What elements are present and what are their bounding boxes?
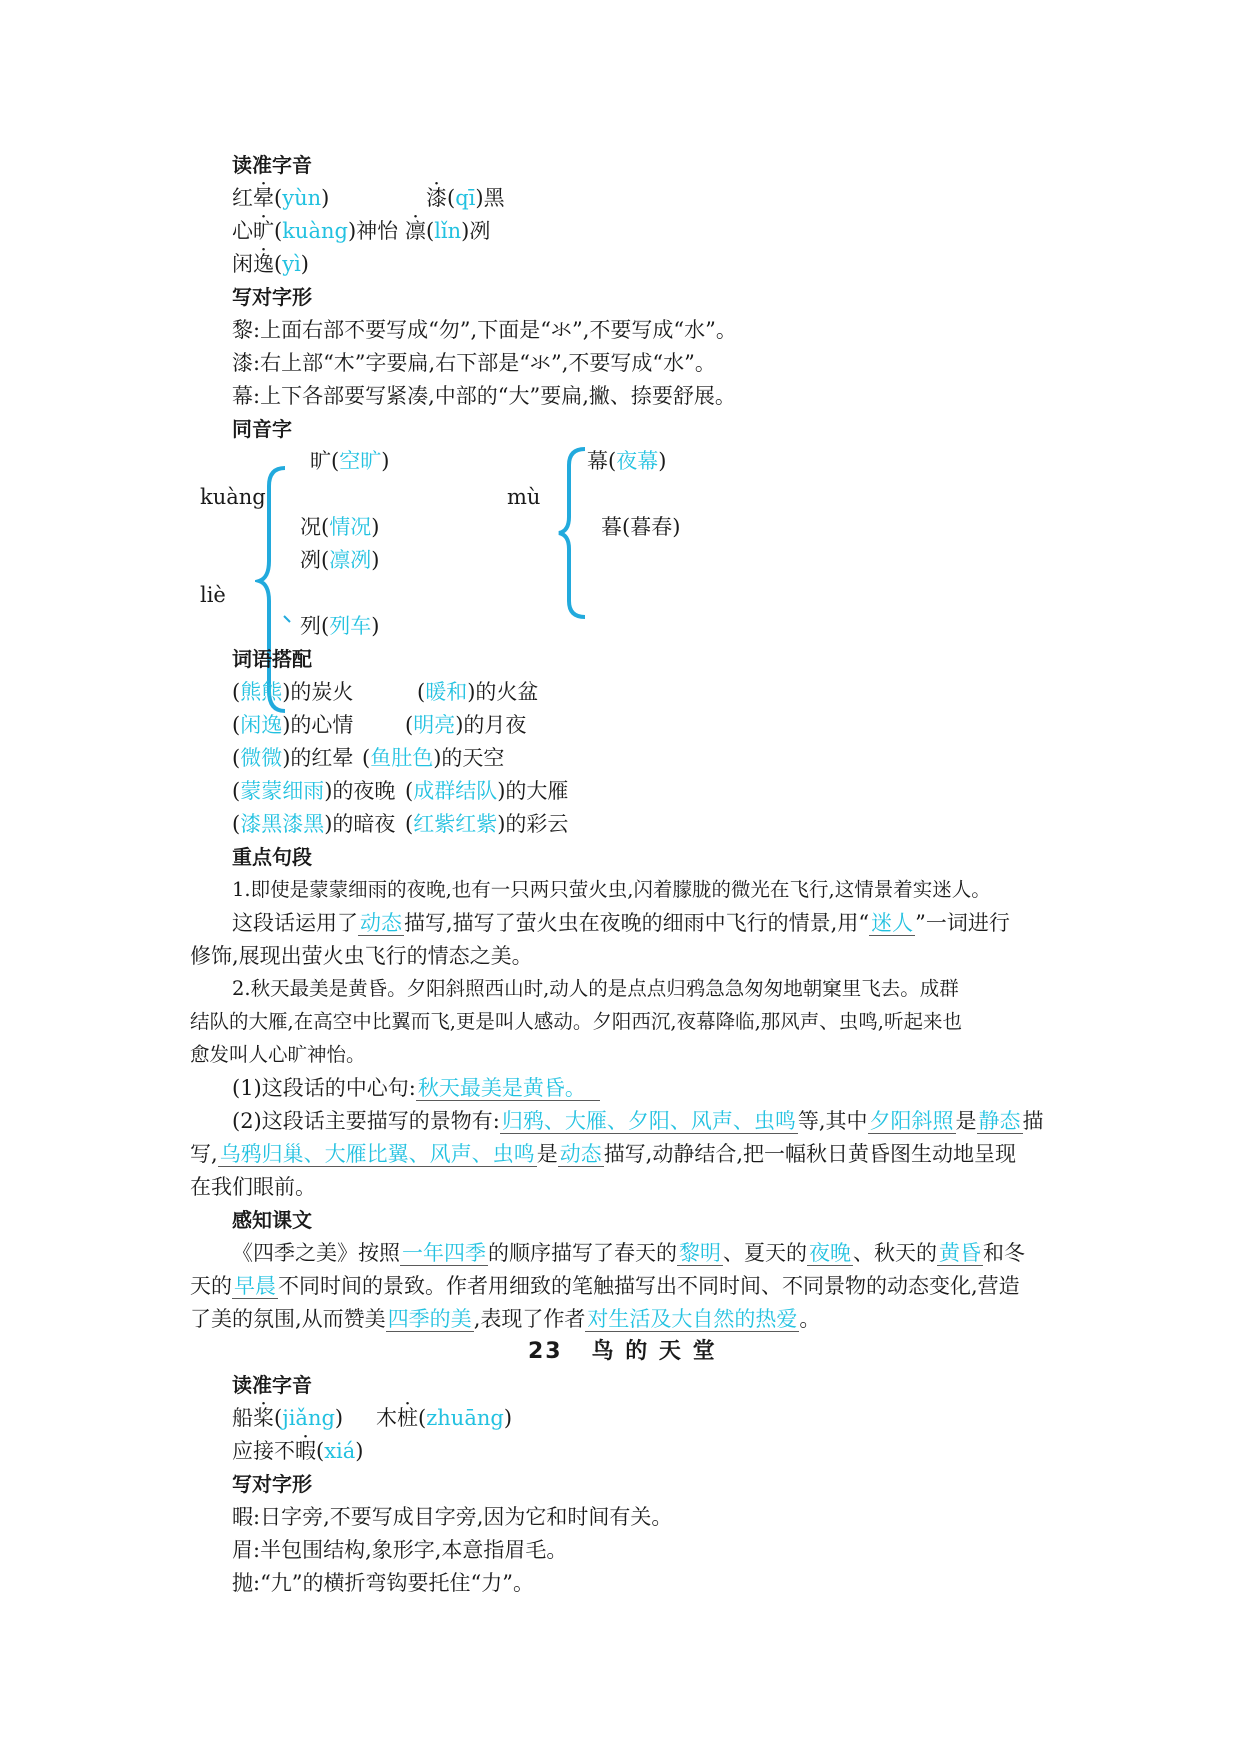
write-note: 抛:“九”的横折弯钩要托住“力”。 [232,1571,535,1595]
write-note: 暇:日字旁,不要写成目字旁,因为它和时间有关。 [232,1505,673,1529]
summary-line: 了美的氛围,从而赞美四季的美,表现了作者对生活及大自然的热爱。 [190,1307,821,1331]
heading-text-understanding: 感知课文 [232,1208,312,1232]
matching-item: (熊熊)的炭火 [232,680,354,704]
homophone-word: 况(情况) [300,515,380,539]
homophone-word: 旷(空旷) [310,449,390,473]
pronunciation-item: 船桨(jiǎng) [232,1406,344,1430]
matching-item: (漆黑漆黑)的暗夜 [232,812,396,836]
pronunciation-item: 应接不暇(xiá) [232,1439,364,1463]
lesson-title: 23 鸟 的 天 堂 [528,1339,717,1364]
write-note: 漆:右上部“木”字要扁,右下部是“氺”,不要写成“水”。 [232,351,716,375]
homophone-word: 暮(暮春) [601,515,681,539]
heading-homophones: 同音字 [232,417,292,441]
passage-sentence: 1.即使是蒙蒙细雨的夜晚,也有一只两只萤火虫,闪着朦胧的微光在飞行,这情景着实迷人。 [232,878,991,901]
write-note: 眉:半包围结构,象形字,本意指眉毛。 [232,1538,568,1562]
passage-sentence: 愈发叫人心旷神怡。 [190,1043,366,1066]
homophone-pinyin: liè [200,583,226,607]
matching-item: (鱼肚色)的天空 [362,746,505,770]
heading-read-pronunciation: 读准字音 [232,1373,312,1397]
homophone-word: 冽(凛冽) [300,548,380,572]
write-note: 黎:上面右部不要写成“勿”,下面是“氺”,不要写成“水”。 [232,318,737,342]
matching-item: (蒙蒙细雨)的夜晚 [232,779,396,803]
homophone-word: 幕(夜幕) [587,449,667,473]
pronunciation-item: 闲逸(yì) [232,252,309,276]
question-2: 写,乌鸦归巢、大雁比翼、风声、虫鸣是动态描写,动静结合,把一幅秋日黄昏图生动地呈现 [190,1142,1017,1166]
matching-item: (暖和)的火盆 [417,680,539,704]
matching-item: (闲逸)的心情 [232,713,354,737]
matching-item: (明亮)的月夜 [405,713,527,737]
passage-sentence: 结队的大雁,在高空中比翼而飞,更是叫人感动。夕阳西沉,夜幕降临,那风声、虫鸣,听起来也 [190,1010,962,1033]
passage-analysis: 修饰,展现出萤火虫飞行的情态之美。 [190,944,533,968]
pronunciation-item: 木桩(zhuāng) [376,1406,513,1430]
pronunciation-item: 红晕(yùn) [232,186,330,210]
matching-item: (微微)的红晕 [232,746,354,770]
pronunciation-item: 凛(lǐn)冽 [405,219,491,243]
heading-write-form: 写对字形 [232,1472,312,1496]
pronunciation-item: 漆(qī)黑 [426,186,505,210]
summary-line: 天的早晨不同时间的景致。作者用细致的笔触描写出不同时间、不同景物的动态变化,营造 [190,1274,1020,1298]
summary-line: 《四季之美》按照一年四季的顺序描写了春天的黎明、夏天的夜晚、秋天的黄昏和冬 [232,1241,1025,1265]
heading-read-pronunciation: 读准字音 [232,153,312,177]
homophone-pinyin: kuàng [200,485,266,509]
heading-write-form: 写对字形 [232,285,312,309]
question-1: (1)这段话的中心句:秋天最美是黄昏。 [232,1073,600,1103]
question-2: 在我们眼前。 [190,1175,316,1199]
matching-item: (成群结队)的大雁 [405,779,569,803]
homophone-pinyin: mù [507,485,541,509]
pronunciation-item: 心旷(kuàng)神怡 [232,219,399,243]
write-note: 幕:上下各部要写紧凑,中部的“大”要扁,撇、捺要舒展。 [232,384,736,408]
brace-icon [555,447,595,619]
homophone-word: 列(列车) [300,614,380,638]
matching-item: (红紫红紫)的彩云 [405,812,569,836]
question-2: (2)这段话主要描写的景物有:归鸦、大雁、夕阳、风声、虫鸣等,其中夕阳斜照是静态描 [232,1109,1044,1133]
brace-tick-icon [282,614,294,628]
heading-key-passages: 重点句段 [232,845,312,869]
heading-word-matching: 词语搭配 [232,647,312,671]
passage-analysis: 这段话运用了动态描写,描写了萤火虫在夜晚的细雨中飞行的情景,用“迷人”一词进行 [232,911,1010,935]
passage-sentence: 2.秋天最美是黄昏。夕阳斜照西山时,动人的是点点归鸦急急匆匆地朝窠里飞去。成群 [232,977,959,1000]
